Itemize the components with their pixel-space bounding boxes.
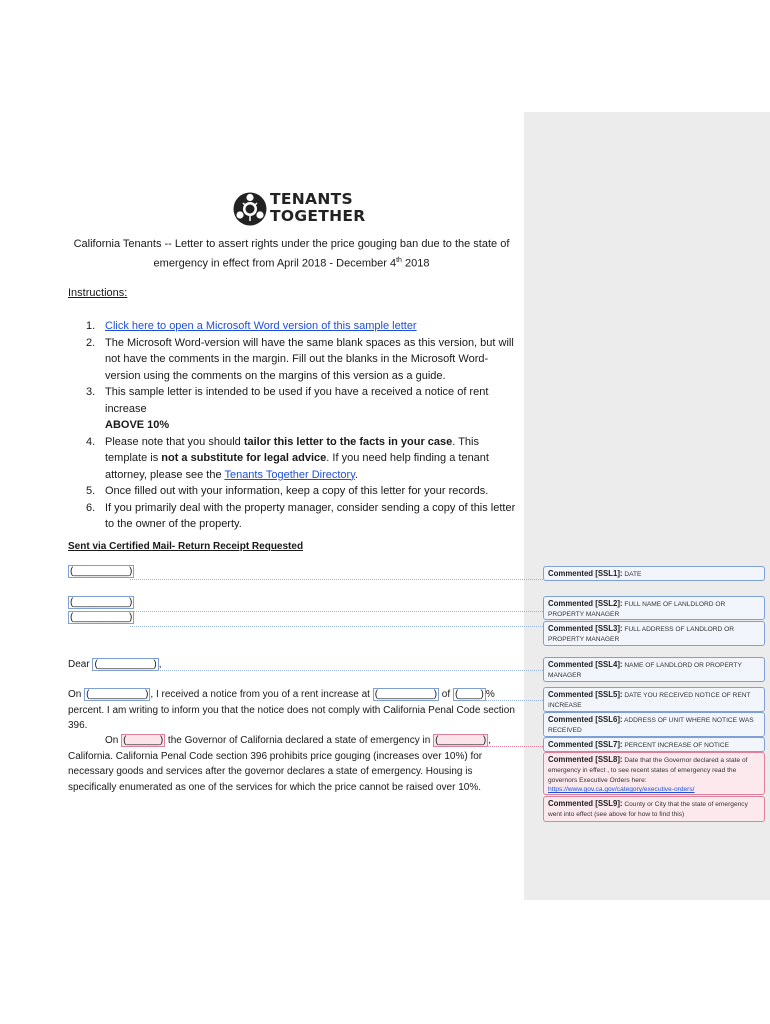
title-superscript: th bbox=[396, 256, 402, 264]
logo-emblem-icon bbox=[232, 191, 268, 227]
comment-connector-line bbox=[130, 626, 543, 627]
comment-ssl8[interactable] bbox=[543, 752, 765, 795]
title-line-2-text: emergency in effect from April 2018 - December 4 bbox=[153, 257, 397, 270]
comment-label: Commented [SSL4]: bbox=[548, 660, 623, 669]
item-text: The Microsoft Word-version will have the same blank spaces as this version, but will not have the comments in the margin. Fill out the blanks in the Microsoft Word-version using the comments on the margins of this version as a guide. bbox=[105, 336, 514, 382]
paragraph-text: % percent. I am writing to inform you that the notice does not comply with California Penal Code section 396. bbox=[68, 689, 515, 731]
executive-orders-link[interactable]: https://www.gov.ca.gov/category/executive-orders/ bbox=[548, 786, 695, 794]
comment-ssl1[interactable] bbox=[543, 566, 765, 581]
landlord-address-blank-line bbox=[68, 612, 134, 623]
logo-line-1: TENANTS bbox=[270, 190, 353, 208]
notice-date-blank[interactable]: (__________) bbox=[86, 689, 149, 700]
comment-label: Commented [SSL6]: bbox=[548, 715, 623, 724]
comment-ssl3[interactable] bbox=[543, 621, 765, 646]
salutation-text: Dear bbox=[68, 659, 93, 670]
paragraph-text: On bbox=[105, 735, 122, 746]
landlord-address-blank[interactable]: (__________) bbox=[70, 612, 133, 623]
paragraph-text: , I received a notice from you of a rent increase at bbox=[150, 689, 373, 700]
comment-label: Commented [SSL2]: bbox=[548, 599, 623, 608]
comment-label: Commented [SSL5]: bbox=[548, 690, 623, 699]
instruction-item-1 bbox=[86, 318, 518, 335]
paragraph-text: On bbox=[68, 689, 85, 700]
comment-text: FULL NAME OF LANLDLORD OR PROPERTY MANAGER bbox=[548, 601, 726, 618]
item-number: 3. bbox=[86, 386, 96, 398]
comment-ssl4[interactable] bbox=[543, 657, 765, 682]
item-bold-text: tailor this letter to the facts in your case bbox=[243, 435, 453, 448]
instruction-item-3 bbox=[86, 384, 518, 434]
comment-connector-line bbox=[470, 700, 543, 701]
landlord-name-blank-line bbox=[68, 597, 134, 608]
comment-connector-line bbox=[470, 746, 543, 747]
comment-ssl9[interactable] bbox=[543, 796, 765, 822]
item-text: If you primarily deal with the property manager, consider sending a copy of this letter to the owner of the property. bbox=[105, 501, 516, 530]
logo-line-2: TOGETHER bbox=[270, 207, 366, 225]
tenants-together-directory-link[interactable]: Tenants Together Directory bbox=[224, 468, 355, 481]
comment-label: Commented [SSL7]: bbox=[548, 740, 623, 749]
unit-address-blank[interactable]: (__________) bbox=[374, 689, 438, 700]
document-title bbox=[60, 236, 523, 272]
comment-label: Commented [SSL1]: bbox=[548, 569, 623, 578]
paragraph-emergency bbox=[68, 733, 516, 795]
paragraph-text: of bbox=[439, 689, 453, 700]
tenants-together-logo bbox=[232, 190, 366, 233]
instruction-item-6 bbox=[86, 500, 518, 533]
item-text: . If you need help finding a tenant attorney, please see the bbox=[105, 452, 489, 481]
comment-connector-line bbox=[130, 611, 543, 612]
comment-text: NAME OF LANDLORD OR PROPERTY MANAGER bbox=[548, 662, 742, 679]
date-blank-line bbox=[68, 566, 134, 577]
instruction-item-4 bbox=[86, 434, 518, 484]
paragraph-text: , California. California Penal Code section 396 prohibits price gouging (increases over 10%) for necessary goods and services after the governor declares a state of emergency. Housing is specifically enumerated as one of the services for which the price cannot be raised over 10%. bbox=[68, 735, 492, 793]
paragraph-notice bbox=[68, 687, 516, 734]
item-text: Please note that you should bbox=[105, 435, 244, 448]
item-text: . This template is bbox=[105, 435, 479, 464]
comment-ssl5[interactable] bbox=[543, 687, 765, 712]
title-line-2 bbox=[60, 253, 523, 272]
comment-text: County or City that the state of emergency went into effect (see above for how to find this) bbox=[548, 801, 748, 818]
salutation-name-blank[interactable]: (__________) bbox=[94, 659, 157, 670]
salutation-comma: , bbox=[158, 659, 162, 670]
item-number: 6. bbox=[86, 501, 96, 514]
item-number: 1. bbox=[86, 320, 96, 332]
instructions-heading: Instructions: bbox=[68, 287, 128, 299]
percent-increase-blank[interactable]: (____) bbox=[454, 689, 484, 700]
item-bold-text: ABOVE 10% bbox=[105, 419, 170, 431]
comment-label: Commented [SSL9]: bbox=[548, 799, 623, 808]
item-text: This sample letter is intended to be used if you have a received a notice of rent increase bbox=[105, 386, 489, 415]
item-number: 4. bbox=[86, 435, 96, 448]
item-bold-text: not a substitute for legal advice bbox=[161, 452, 327, 464]
title-line-1: California Tenants -- Letter to assert rights under the price gouging ban due to the state of bbox=[73, 238, 510, 250]
logo-wordmark bbox=[270, 191, 366, 225]
comment-text: DATE YOU RECEIVED NOTICE OF RENT INCREASE bbox=[548, 692, 751, 709]
item-number: 5. bbox=[86, 485, 96, 497]
instruction-item-5 bbox=[86, 483, 518, 500]
comment-connector-line bbox=[158, 670, 543, 671]
comment-text: Date that the Governor declared a state of emergency in effect , to see recent states of emergency read the governors Executive Orders here: bbox=[548, 757, 748, 784]
comment-text: ADDRESS OF UNIT WHERE NOTICE WAS RECEIVED bbox=[548, 717, 754, 734]
comment-ssl6[interactable] bbox=[543, 712, 765, 737]
instructions-list bbox=[86, 318, 518, 533]
comment-label: Commented [SSL3]: bbox=[548, 624, 623, 633]
comment-text: PERCENT INCREASE OF NOTICE bbox=[624, 742, 730, 749]
comment-label: Commented [SSL8]: bbox=[548, 755, 623, 764]
emergency-location-blank[interactable]: (________) bbox=[435, 735, 487, 746]
comment-text: FULL ADDRESS OF LANDLORD OR PROPERTY MANAGER bbox=[548, 626, 735, 643]
sent-via-heading: Sent via Certified Mail- Return Receipt Requested bbox=[68, 541, 304, 552]
landlord-name-blank[interactable]: (__________) bbox=[70, 597, 133, 608]
item-text: . bbox=[354, 468, 358, 481]
comment-ssl2[interactable] bbox=[543, 596, 765, 620]
instruction-item-2 bbox=[86, 335, 518, 385]
comment-connector-line bbox=[130, 579, 543, 580]
emergency-date-blank[interactable]: (______) bbox=[123, 735, 164, 746]
item-text: Once filled out with your information, keep a copy of this letter for your records. bbox=[105, 485, 489, 497]
title-line-2-end: 2018 bbox=[401, 257, 430, 270]
comment-ssl7[interactable] bbox=[543, 737, 765, 752]
word-version-link[interactable]: Click here to open a Microsoft Word version of this sample letter bbox=[105, 320, 417, 332]
paragraph-text: the Governor of California declared a state of emergency in bbox=[165, 735, 434, 746]
comment-text: DATE bbox=[624, 571, 642, 578]
date-blank[interactable]: (__________) bbox=[70, 566, 133, 577]
item-number: 2. bbox=[86, 336, 96, 349]
